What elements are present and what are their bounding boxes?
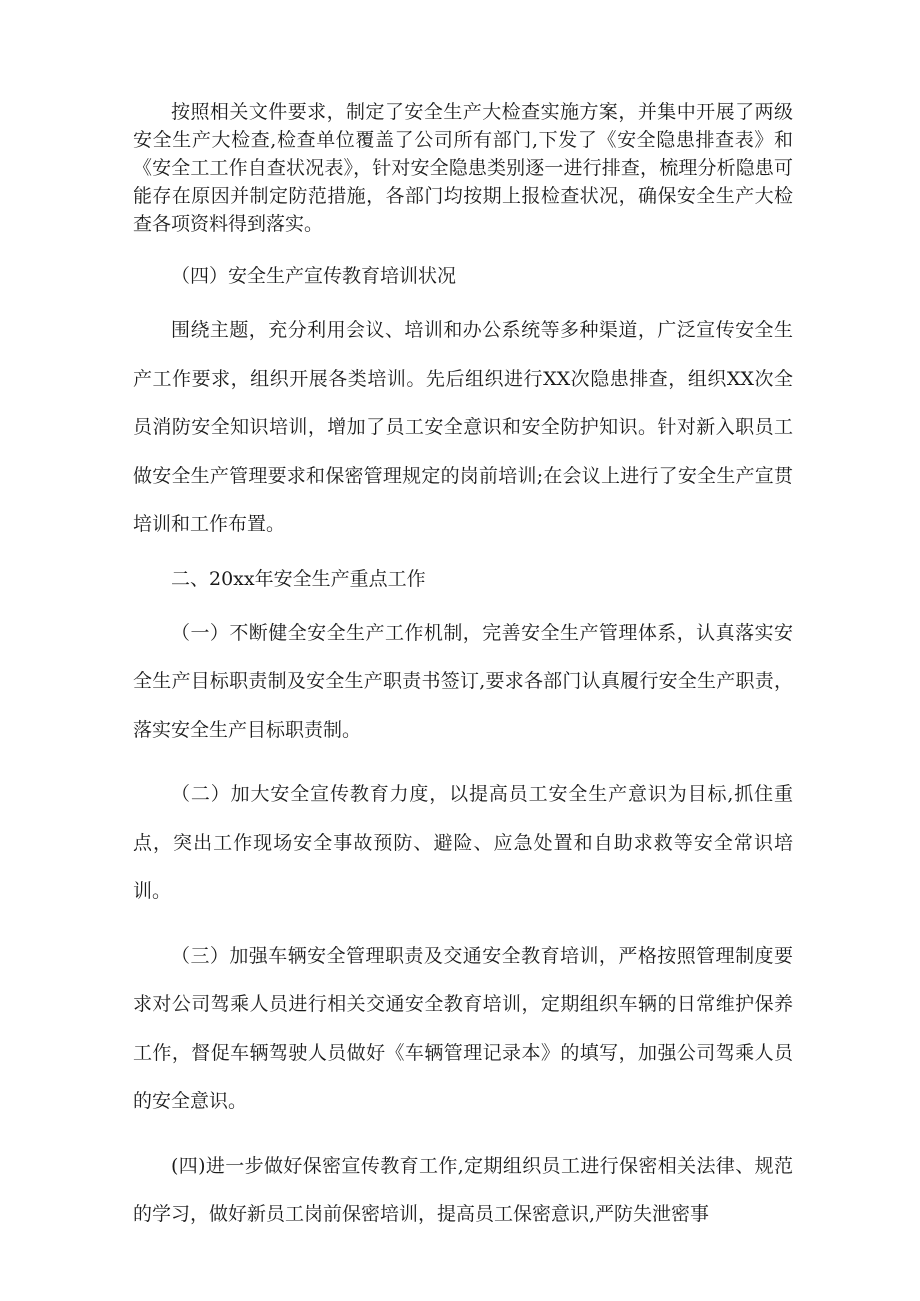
paragraph-key-work-4: (四)进一步做好保密宣传教育工作,定期组织员工进行保密相关法律、规范的学习，做好新员工岗前保密培训，提高员工保密意识,严防失泄密事 <box>133 1154 793 1225</box>
paragraph-inspection-plan: 按照相关文件要求，制定了安全生产大检查实施方案，并集中开展了两级安全生产大检查,检查单位覆盖了公司所有部门,下发了《安全隐患排查表》和《安全工工作自查状况表》，针对安全隐患类别逐一进行排查，梳理分析隐患可能存在原因并制定防范措施，各部门均按期上报检查状况，确保安全生产大检查各项资料得到落实。 <box>133 101 793 235</box>
paragraph-key-work-2: （二）加大安全宣传教育力度，以提高员工安全生产意识为目标,抓住重点，突出工作现场安全事故预防、避险、应急处置和自助求救等安全常识培训。 <box>133 783 793 902</box>
section-heading-key-work: 二、20xx年安全生产重点工作 <box>171 567 426 590</box>
paragraph-key-work-3: （三）加强车辆安全管理职责及交通安全教育培训，严格按照管理制度要求对公司驾乘人员进行相关交通安全教育培训，定期组织车辆的日常维护保养工作，督促车辆驾驶人员做好《车辆管理记录本》的填写，加强公司驾乘人员的安全意识。 <box>133 944 793 1112</box>
paragraph-key-work-1: （一）不断健全安全生产工作机制，完善安全生产管理体系，认真落实安全生产目标职责制及安全生产职责书签订,要求各部门认真履行安全生产职责，落实安全生产目标职责制。 <box>133 621 793 741</box>
document-page <box>133 98 793 1255</box>
section-heading-training-status: （四）安全生产宣传教育培训状况 <box>171 265 457 287</box>
paragraph-training-status: 围绕主题，充分利用会议、培训和办公系统等多种渠道，广泛宣传安全生产工作要求，组织开展各类培训。先后组织进行XX次隐患排查，组织XX次全员消防安全知识培训，增加了员工安全意识和安全防护知识。针对新入职员工做安全生产管理要求和保密管理规定的岗前培训;在会议上进行了安全生产宣贯培训和工作布置。 <box>133 319 793 535</box>
